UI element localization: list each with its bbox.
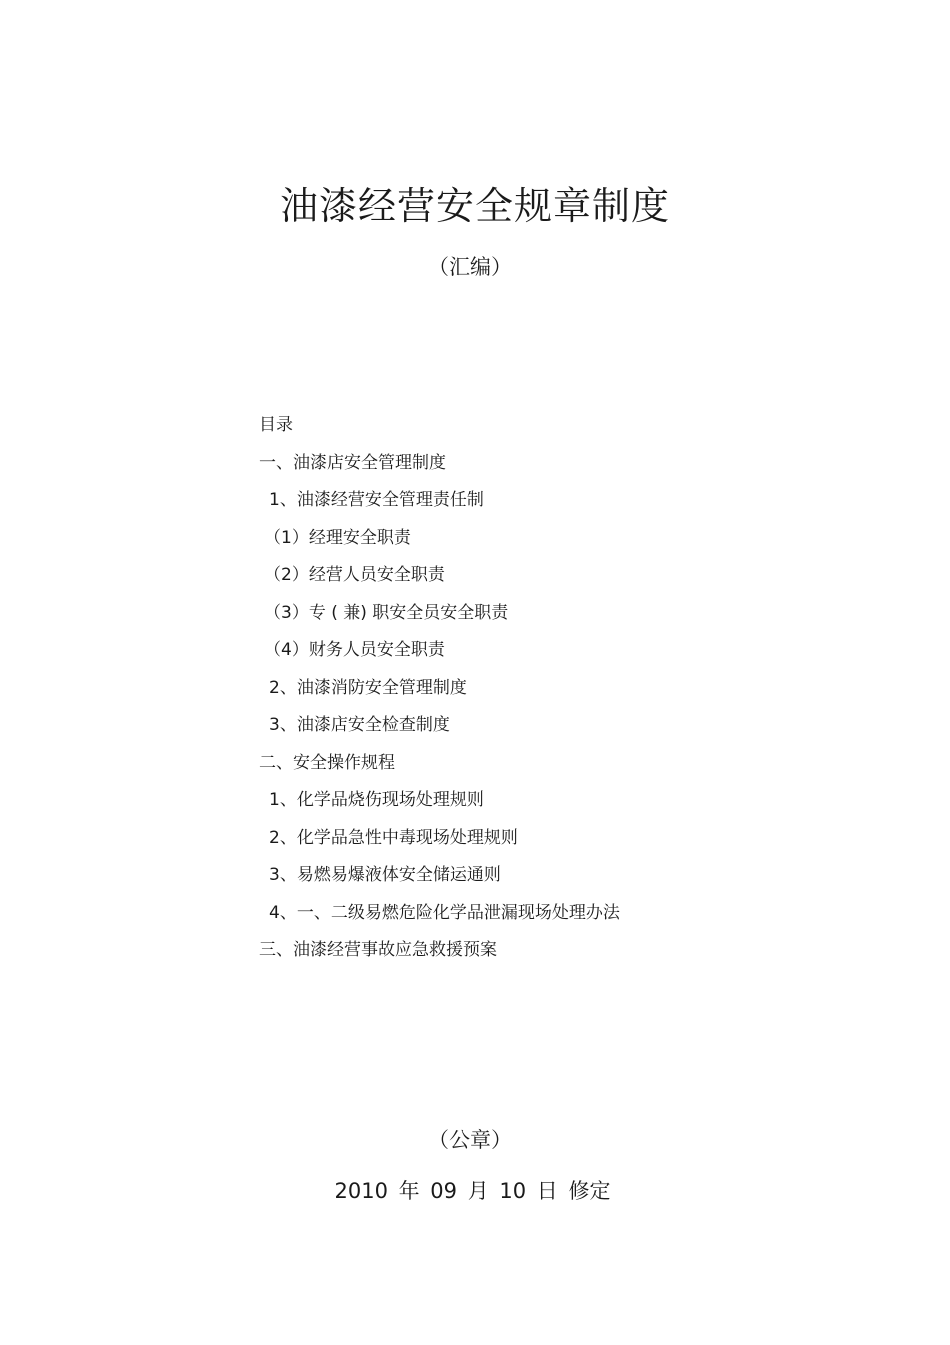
document-subtitle: （汇编）: [428, 255, 512, 279]
toc-heading: 目录: [259, 415, 293, 435]
toc-item: 一、油漆店安全管理制度: [259, 452, 446, 473]
table-of-contents: [259, 407, 779, 970]
toc-item: 1、油漆经营安全管理责任制: [269, 490, 484, 510]
revision-date: 2010 年 09 月 10 日 修定: [334, 1179, 611, 1203]
toc-item: 3、油漆店安全检查制度: [269, 715, 450, 735]
toc-item: （1）经理安全职责: [264, 527, 411, 548]
official-seal-label: （公章）: [428, 1128, 512, 1152]
toc-item: （2）经营人员安全职责: [264, 565, 445, 585]
toc-item: （4）财务人员安全职责: [264, 640, 445, 660]
toc-item: 三、油漆经营事故应急救援预案: [259, 940, 497, 960]
toc-item: （3）专 ( 兼) 职安全员安全职责: [264, 602, 509, 623]
toc-item: 1、化学品烧伤现场处理规则: [269, 790, 484, 810]
toc-item: 2、油漆消防安全管理制度: [269, 677, 467, 698]
toc-item: 二、安全操作规程: [259, 752, 395, 773]
toc-item: 4、一、二级易燃危险化学品泄漏现场处理办法: [269, 902, 620, 923]
document-title: 油漆经营安全规章制度: [279, 184, 670, 228]
toc-item: 3、易燃易爆液体安全储运通则: [269, 865, 501, 885]
toc-item: 2、化学品急性中毒现场处理规则: [269, 827, 518, 848]
